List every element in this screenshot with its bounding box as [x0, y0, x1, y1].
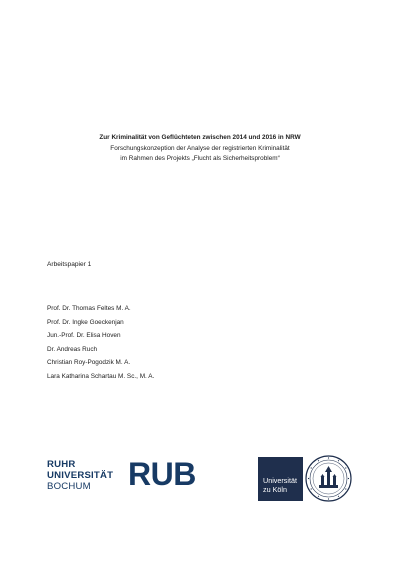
uni-koeln-seal-icon: [305, 455, 352, 502]
rub-logo-line-1: RUHR: [47, 459, 76, 470]
author-list: [47, 302, 154, 383]
rub-logo-line-3: BOCHUM: [47, 480, 91, 492]
title-block: [0, 133, 400, 165]
paper-type: Arbeitspapier 1: [47, 261, 92, 268]
rub-logo-text: [47, 460, 113, 492]
document-title: Zur Kriminalität von Geflüchteten zwischen 2014 und 2016 in NRW: [99, 134, 301, 141]
uni-koeln-logo: [258, 457, 303, 501]
author-item: Prof. Dr. Ingke Goeckenjan: [47, 318, 124, 326]
author-item: Jun.-Prof. Dr. Elisa Hoven: [47, 332, 121, 339]
author-item: Dr. Andreas Ruch: [47, 345, 98, 353]
uni-koeln-logo-line-1: Universität: [263, 476, 297, 485]
rub-logo-line-2: UNIVERSITÄT: [47, 469, 114, 481]
author-item: Lara Katharina Schartau M. Sc., M. A.: [47, 372, 155, 380]
rub-logo-mark: RUB: [128, 456, 196, 492]
document-subtitle-line-1: Forschungskonzeption der Analyse der registrierten Kriminalität: [110, 144, 290, 152]
document-subtitle-line-2: im Rahmen des Projekts „Flucht als Sicherheitsproblem“: [120, 155, 280, 162]
uni-koeln-logo-line-2: zu Köln: [263, 485, 287, 494]
author-item: Christian Roy-Pogodzik M. A.: [47, 359, 131, 366]
author-item: Prof. Dr. Thomas Feltes M. A.: [47, 305, 131, 312]
